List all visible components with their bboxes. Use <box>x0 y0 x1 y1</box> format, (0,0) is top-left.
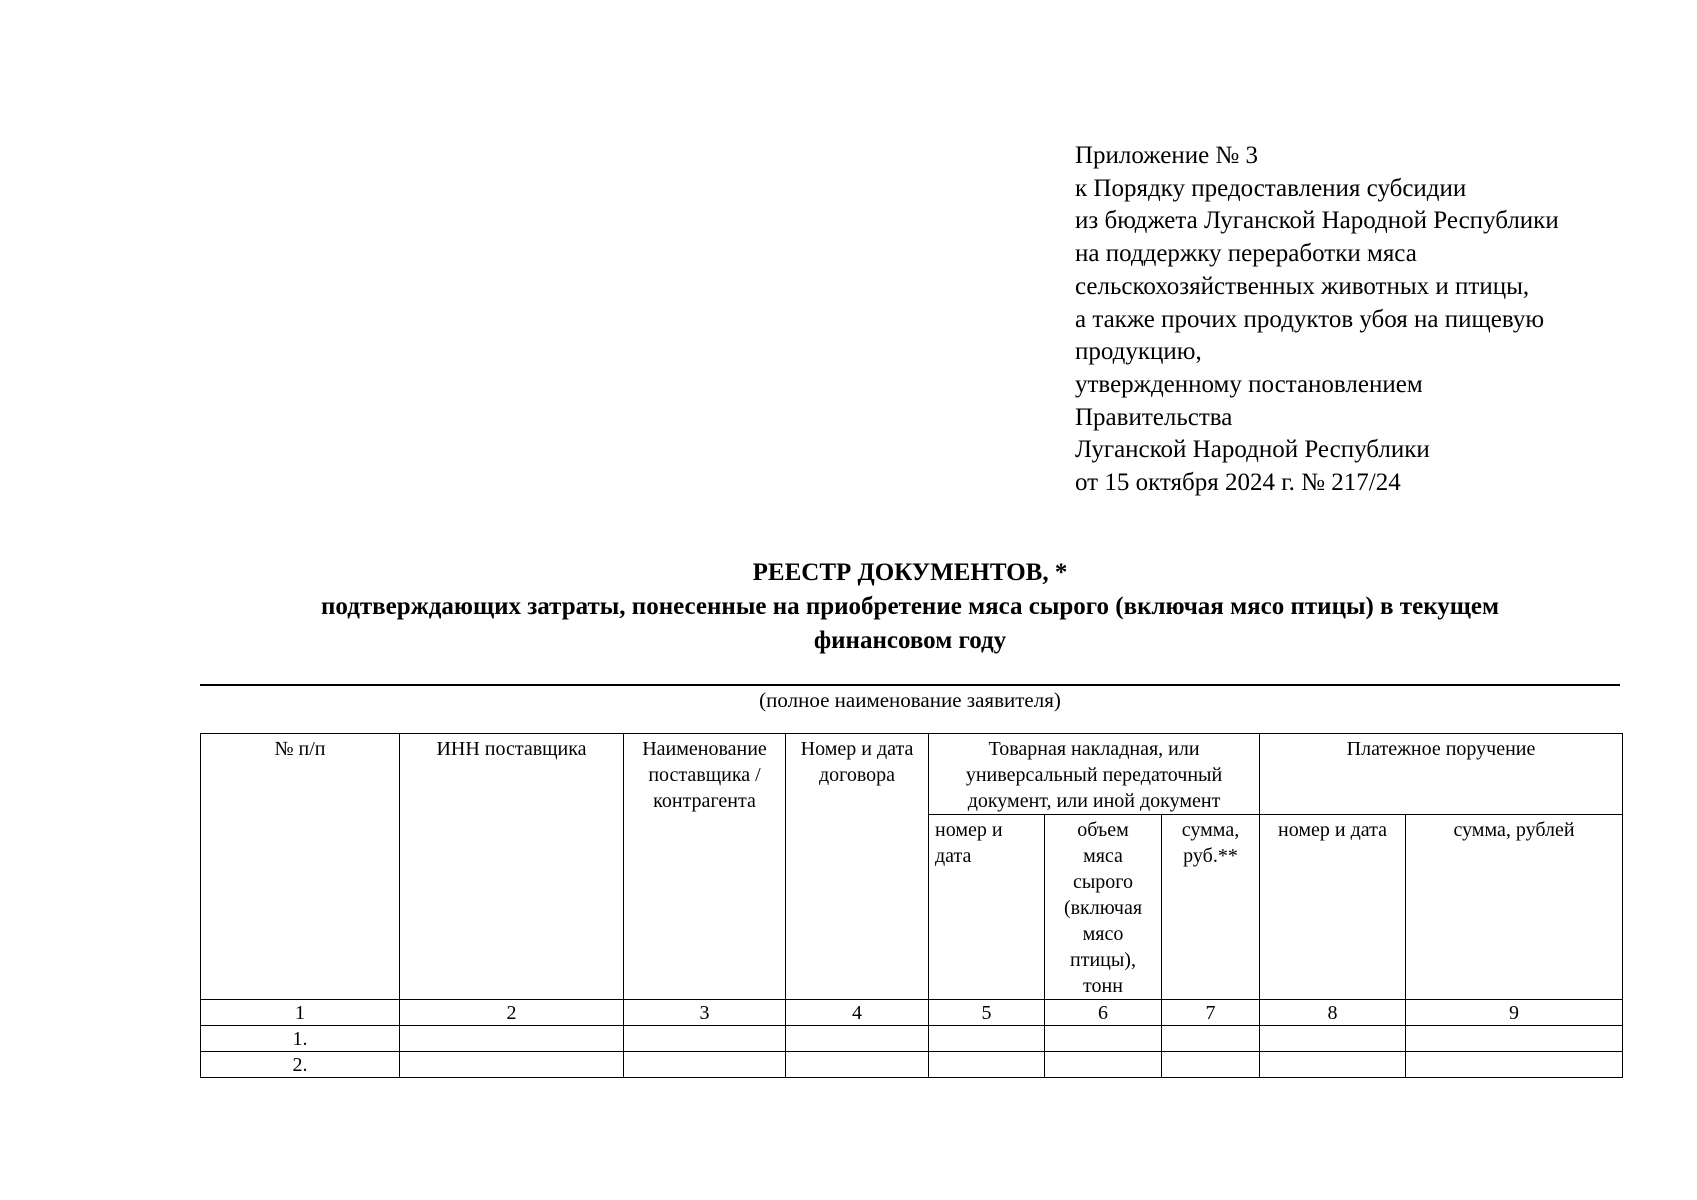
table-row <box>201 1052 1623 1078</box>
header-payment-group: Платежное поручение <box>1260 734 1623 815</box>
document-heading <box>200 556 1620 658</box>
row-number: 2. <box>201 1052 400 1078</box>
appendix-line: на поддержку переработки мяса <box>1075 240 1417 268</box>
header-payment-sum: сумма, рублей <box>1406 815 1623 1000</box>
column-number: 7 <box>1162 1000 1260 1026</box>
table-cell <box>400 1052 624 1078</box>
table-cell <box>1162 1052 1260 1078</box>
appendix-line: утвержденному постановлением <box>1075 370 1423 398</box>
appendix-line: Правительства <box>1075 403 1233 431</box>
appendix-line: Луганской Народной Республики <box>1075 436 1430 464</box>
applicant-name-line <box>200 684 1620 686</box>
table-cell <box>400 1026 624 1052</box>
header-payment-number-date: номер и дата <box>1260 815 1406 1000</box>
column-number-row <box>201 1000 1623 1026</box>
table-cell <box>1406 1026 1623 1052</box>
appendix-block <box>1075 140 1559 500</box>
row-number: 1. <box>201 1026 400 1052</box>
header-invoice-number-date: номер и дата <box>929 815 1045 1000</box>
column-number: 6 <box>1045 1000 1162 1026</box>
column-number: 3 <box>624 1000 786 1026</box>
appendix-line: к Порядку предоставления субсидии <box>1075 174 1467 202</box>
appendix-line: от 15 октября 2024 г. № 217/24 <box>1075 469 1401 497</box>
table-cell <box>624 1052 786 1078</box>
table-cell <box>1045 1026 1162 1052</box>
document-subtitle-line: подтверждающих затраты, понесенные на приобретение мяса сырого (включая мясо птицы) в текущем <box>321 593 1499 620</box>
header-invoice-volume: объем мяса сырого (включая мясо птицы), тонн <box>1045 815 1162 1000</box>
column-number: 9 <box>1406 1000 1623 1026</box>
table-cell <box>929 1026 1045 1052</box>
table-cell <box>929 1052 1045 1078</box>
table-cell <box>786 1026 929 1052</box>
header-invoice-group: Товарная накладная, или универсальный передаточный документ, или иной документ <box>929 734 1260 815</box>
table-cell <box>1260 1052 1406 1078</box>
header-inn: ИНН поставщика <box>400 734 624 1000</box>
header-contract: Номер и дата договора <box>786 734 929 1000</box>
table-cell <box>1406 1052 1623 1078</box>
column-number: 2 <box>400 1000 624 1026</box>
header-invoice-sum: сумма, руб.** <box>1162 815 1260 1000</box>
document-subtitle-line: финансовом году <box>813 627 1007 654</box>
appendix-line: из бюджета Луганской Народной Республики <box>1075 207 1559 235</box>
header-num: № п/п <box>201 734 400 1000</box>
table-cell <box>624 1026 786 1052</box>
table-cell <box>1045 1052 1162 1078</box>
table-cell <box>1162 1026 1260 1052</box>
appendix-line: Приложение № 3 <box>1075 142 1259 169</box>
column-number: 4 <box>786 1000 929 1026</box>
table-cell <box>786 1052 929 1078</box>
register-table <box>200 733 1623 1078</box>
column-number: 8 <box>1260 1000 1406 1026</box>
applicant-caption: (полное наименование заявителя) <box>759 688 1061 712</box>
table-cell <box>1260 1026 1406 1052</box>
document-title: РЕЕСТР ДОКУМЕНТОВ, * <box>752 559 1068 586</box>
table-row <box>201 1026 1623 1052</box>
column-number: 1 <box>201 1000 400 1026</box>
appendix-line: сельскохозяйственных животных и птицы, <box>1075 272 1530 300</box>
appendix-line: продукцию, <box>1075 338 1202 366</box>
column-number: 5 <box>929 1000 1045 1026</box>
header-row <box>201 734 1623 815</box>
header-supplier: Наименование поставщика / контрагента <box>624 734 786 1000</box>
appendix-line: а также прочих продуктов убоя на пищевую <box>1075 305 1545 333</box>
